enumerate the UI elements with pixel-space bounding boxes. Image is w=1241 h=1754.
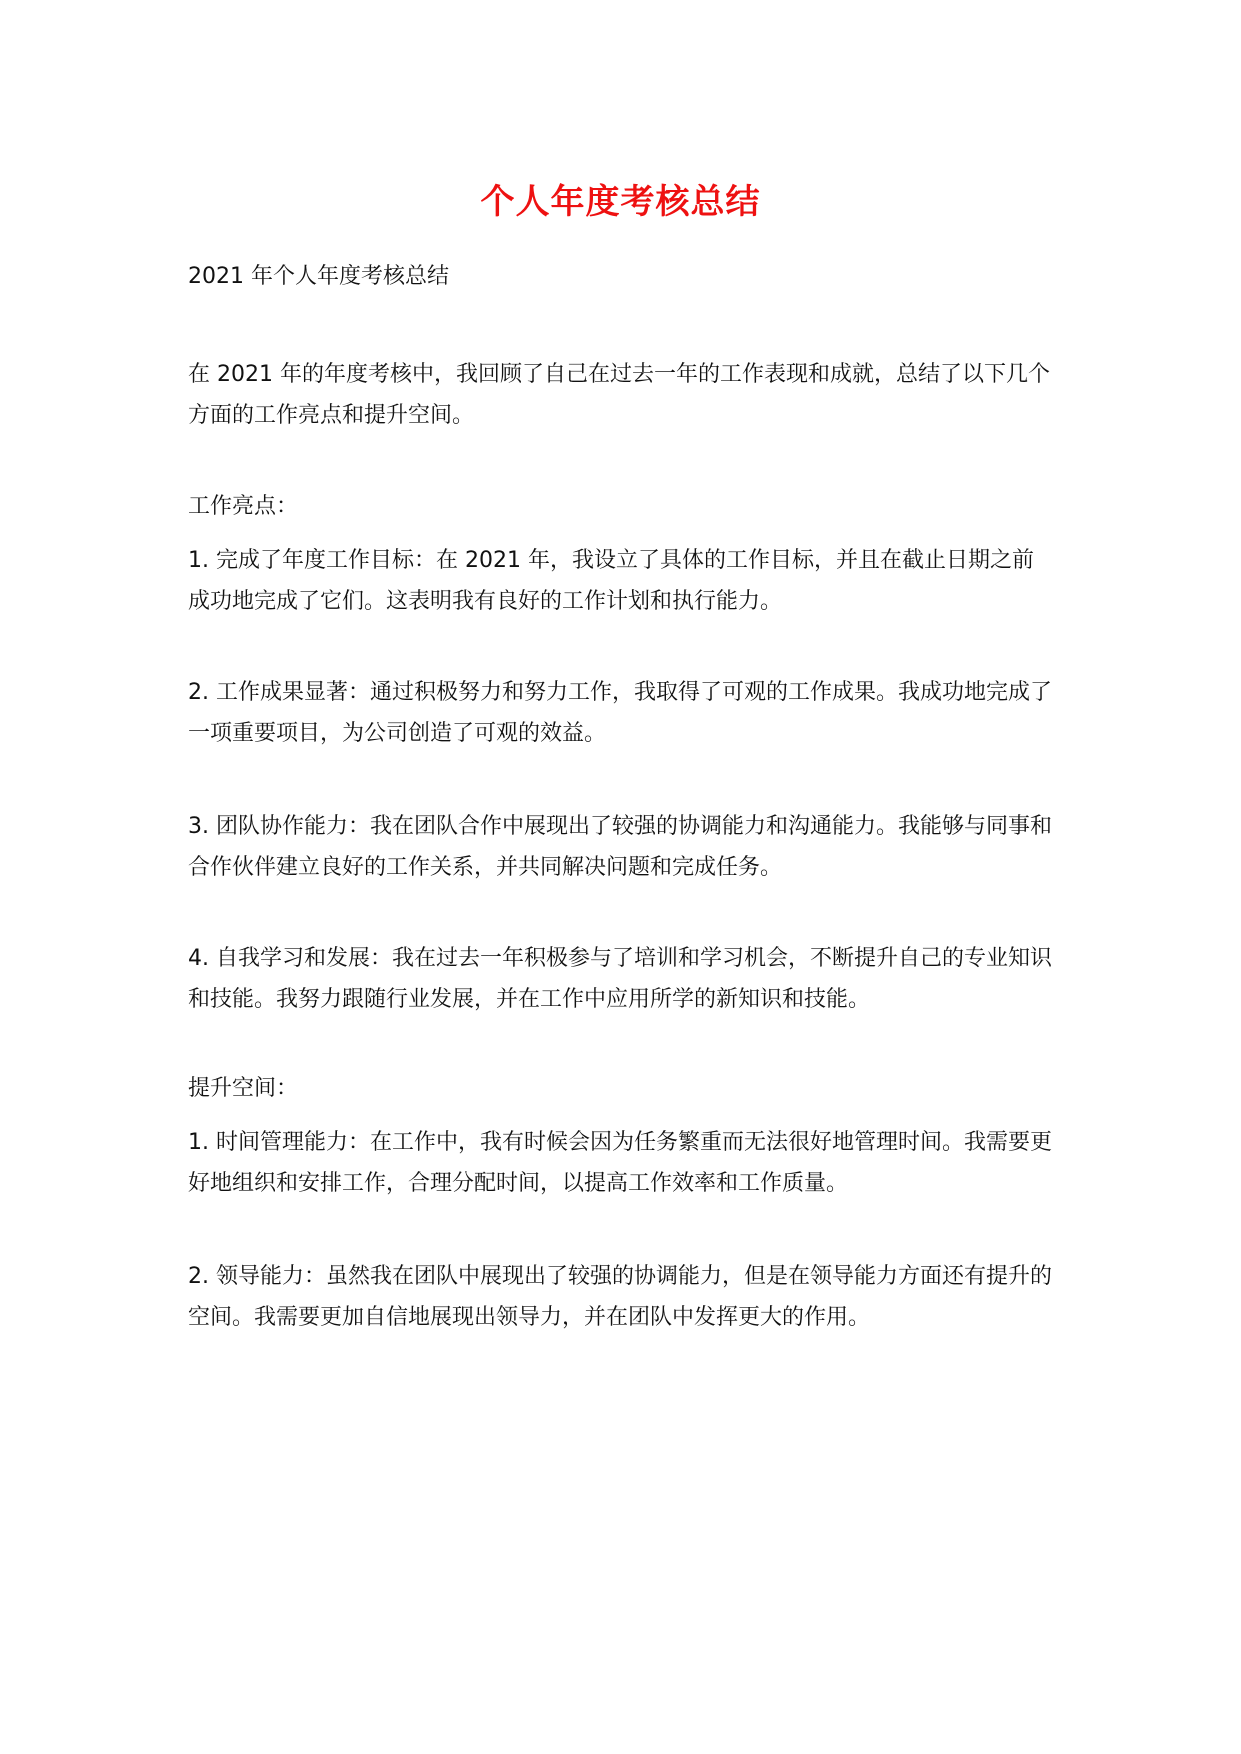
- highlight-item-3: 3. 团队协作能力：我在团队合作中展现出了较强的协调能力和沟通能力。我能够与同事和合作伙伴建立良好的工作关系，并共同解决问题和完成任务。: [188, 814, 1052, 880]
- highlight-item-1: 1. 完成了年度工作目标：在 2021 年，我设立了具体的工作目标，并且在截止日期之前成功地完成了它们。这表明我有良好的工作计划和执行能力。: [188, 548, 1034, 614]
- page-title: 个人年度考核总结: [480, 182, 761, 222]
- intro-paragraph: 在 2021 年的年度考核中，我回顾了自己在过去一年的工作表现和成就，总结了以下几个方面的工作亮点和提升空间。: [188, 362, 1050, 428]
- highlights-heading: 工作亮点：: [188, 494, 299, 519]
- highlight-item-2: 2. 工作成果显著：通过积极努力和努力工作，我取得了可观的工作成果。我成功地完成了一项重要项目，为公司创造了可观的效益。: [188, 680, 1052, 746]
- subtitle: 2021 年个人年度考核总结: [188, 264, 449, 289]
- highlight-item-4: 4. 自我学习和发展：我在过去一年积极参与了培训和学习机会，不断提升自己的专业知识和技能。我努力跟随行业发展，并在工作中应用所学的新知识和技能。: [188, 946, 1052, 1012]
- improvements-heading: 提升空间：: [188, 1076, 299, 1101]
- improvement-item-1: 1. 时间管理能力：在工作中，我有时候会因为任务繁重而无法很好地管理时间。我需要更好地组织和安排工作，合理分配时间，以提高工作效率和工作质量。: [188, 1130, 1052, 1196]
- improvement-item-2: 2. 领导能力：虽然我在团队中展现出了较强的协调能力，但是在领导能力方面还有提升的空间。我需要更加自信地展现出领导力，并在团队中发挥更大的作用。: [188, 1264, 1052, 1330]
